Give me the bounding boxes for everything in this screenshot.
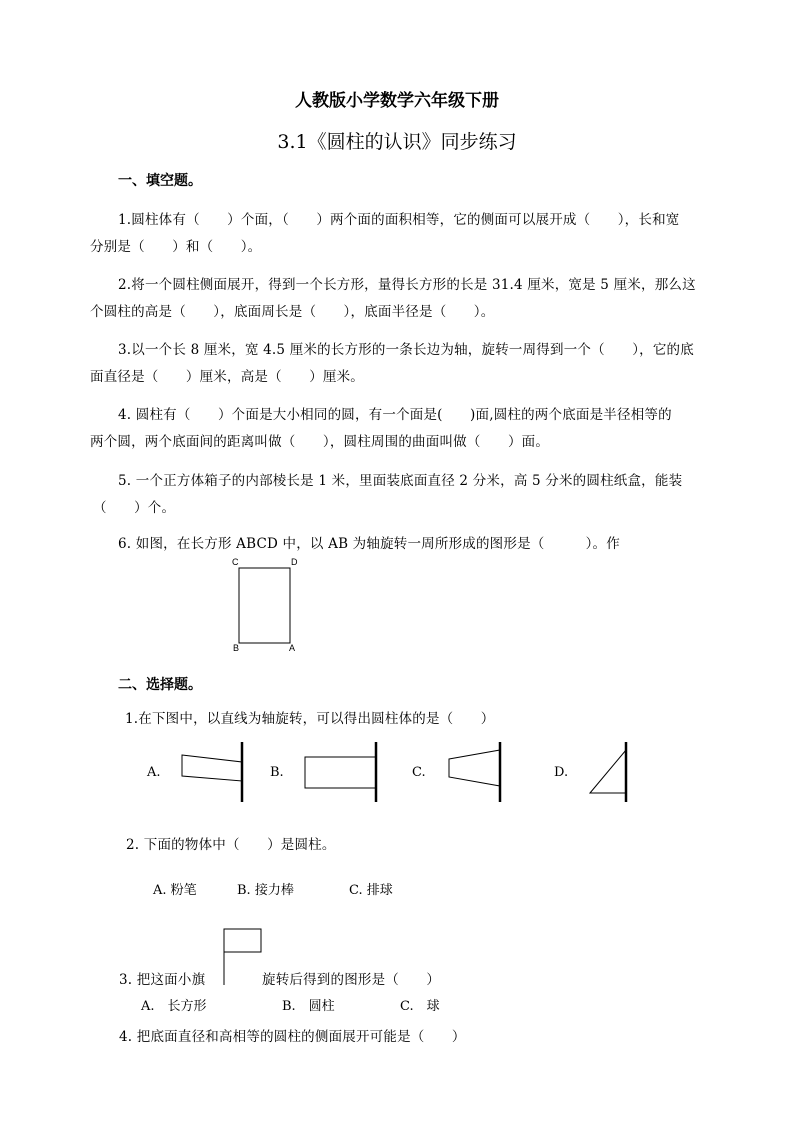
s1-q4-line2: 两个圆，两个底面间的距离叫做（ ），圆柱周围的曲面叫做（ ）面。 [90,434,550,450]
s1-q3-line1: 3.以一个长 8 厘米，宽 4.5 厘米的长方形的一条长边为轴，旋转一周得到一个（ ），它的底 [118,342,694,358]
s2-q2-option-b[interactable]: B. 接力棒 [237,883,294,898]
s2-q2-option-a[interactable]: A. 粉笔 [153,883,197,898]
s1-q2-line2: 个圆柱的高是（ ），底面周长是（ ），底面半径是（ ）。 [90,304,495,320]
s2-q3-option-c[interactable]: C. 球 [400,999,440,1014]
s1-q3-line2: 面直径是（ ）厘米，高是（ ）厘米。 [90,369,364,385]
s2-q1-text: 1.在下图中，以直线为轴旋转，可以得出圆柱体的是（ ） [125,711,495,727]
page-subtitle: 3.1《圆柱的认识》同步练习 [277,131,517,153]
s1-q4-line1: 4. 圆柱有（ ）个面是大小相同的圆，有一个面是( )面,圆柱的两个底面是半径相等的 [118,407,672,423]
section2-heading: 二、选择题。 [118,677,202,693]
s2-q1-option-c[interactable]: C. [412,765,426,780]
s2-q3-option-a[interactable]: A. 长方形 [141,999,207,1014]
s1-q6-line1: 6. 如图，在长方形 ABCD 中，以 AB 为轴旋转一周所形成的图形是（ ）。作 [118,536,620,552]
s2-q3-option-b[interactable]: B. 圆柱 [282,999,335,1014]
s1-q5-line2: （ ）个。 [93,500,176,516]
section1-heading: 一、填空题。 [118,173,202,189]
s1-q2-line1: 2.将一个圆柱侧面展开，得到一个长方形，量得长方形的长是 31.4 厘米，宽是 5 厘米，那么这 [118,277,696,293]
s1-q5-line1: 5. 一个正方体箱子的内部棱长是 1 米，里面装底面直径 2 分米，高 5 分米的圆柱纸盒，能装 [118,473,683,489]
s2-q3-text-after: 旋转后得到的图形是（ ） [262,972,441,988]
s2-q1-option-b[interactable]: B. [270,765,284,780]
s2-q4-text: 4. 把底面直径和高相等的圆柱的侧面展开可能是（ ） [119,1029,466,1045]
s2-q3-text-before: 3. 把这面小旗 [119,972,206,988]
s1-q1-line2: 分别是（ ）和（ ）。 [90,239,262,255]
s2-q1-option-a[interactable]: A. [147,765,161,780]
label-b: B [233,643,240,653]
label-d: D [291,557,298,567]
s1-q1-line1: 1.圆柱体有（ ）个面，（ ）两个面的面积相等，它的侧面可以展开成（ ），长和宽 [118,212,680,228]
label-c: C [232,557,239,567]
label-a: A [289,643,296,653]
s2-q2-option-c[interactable]: C. 排球 [349,883,393,898]
page-title: 人教版小学数学六年级下册 [295,91,499,111]
s2-q1-option-d[interactable]: D. [554,765,569,780]
s2-q2-text: 2. 下面的物体中（ ）是圆柱。 [126,837,336,853]
